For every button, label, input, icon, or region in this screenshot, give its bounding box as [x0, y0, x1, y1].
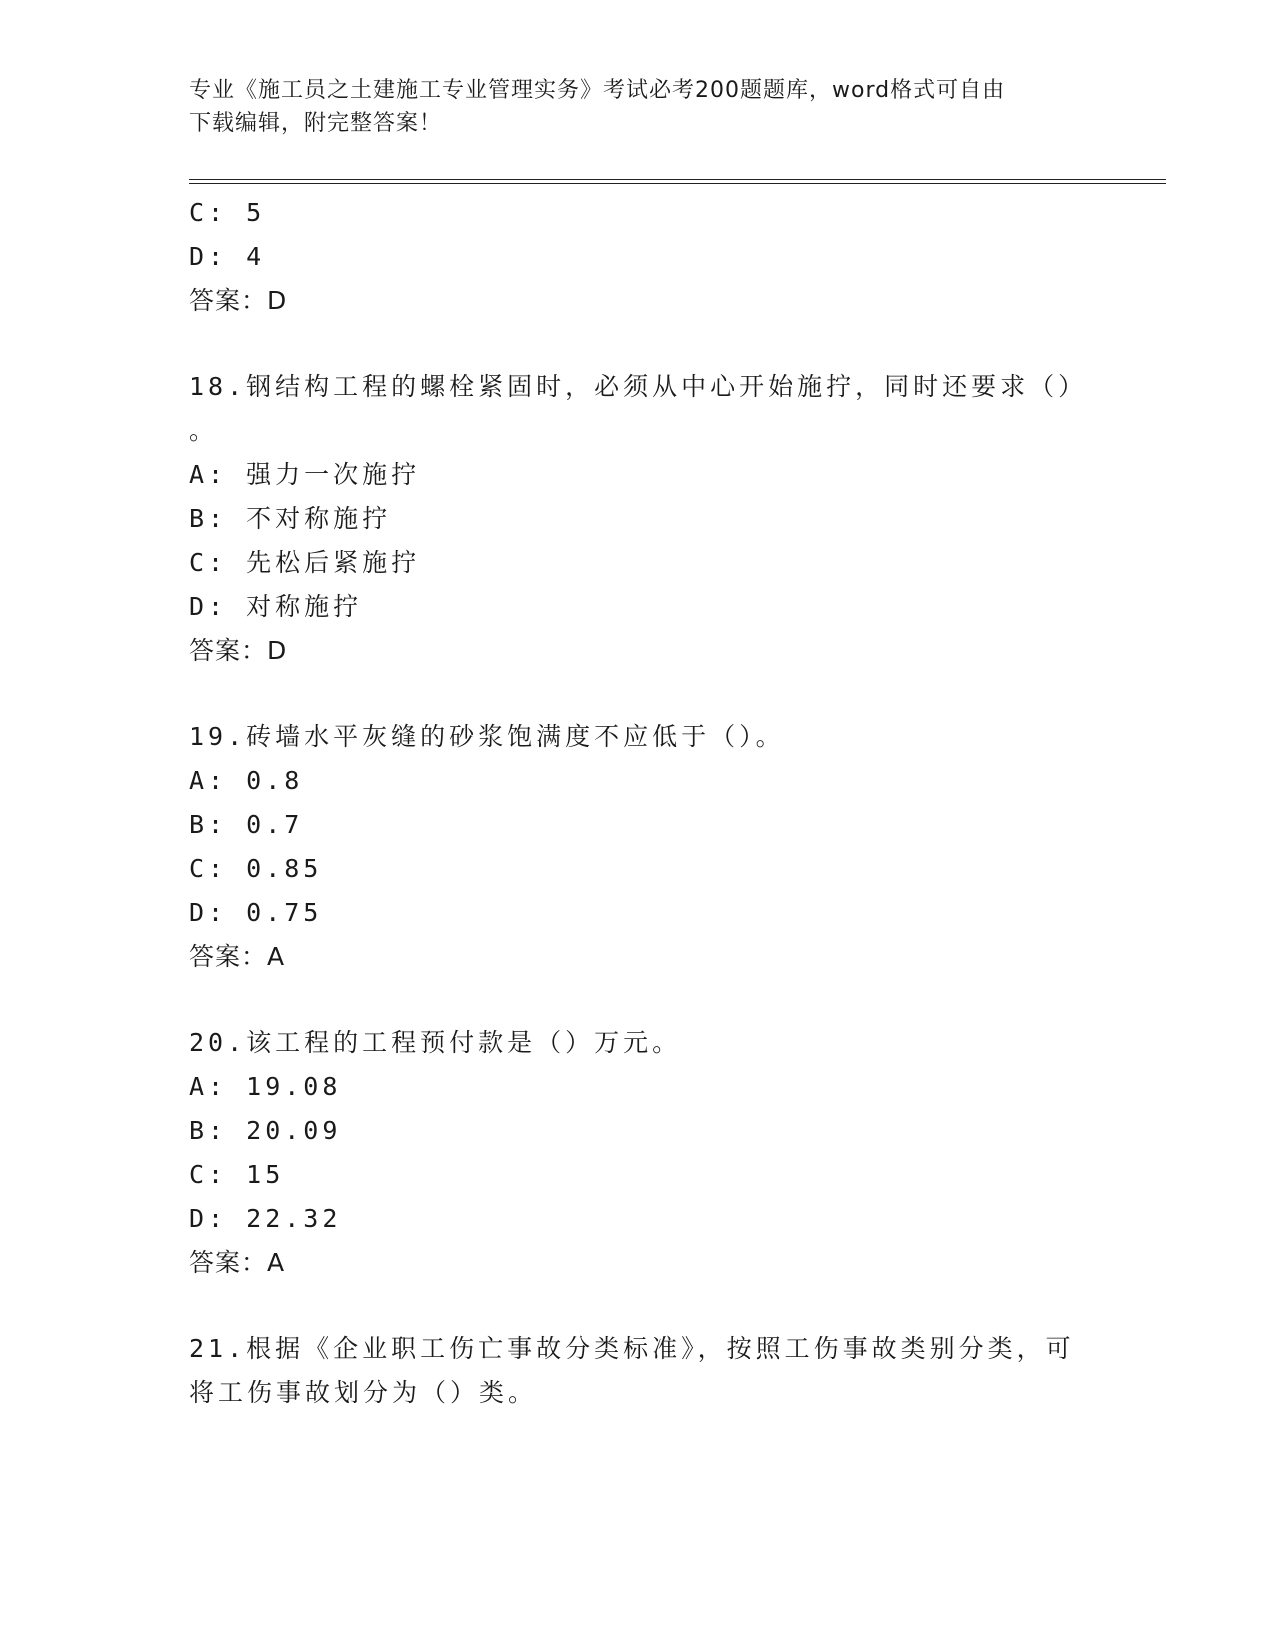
q21-stem: 21.根据《企业职工伤亡事故分类标准》，按照工伤事故类别分类，可: [189, 1334, 1075, 1363]
q19-option-b: B: 0.7: [189, 810, 304, 839]
q20-stem: 20.该工程的工程预付款是（）万元。: [189, 1028, 682, 1057]
q19-option-d: D: 0.75: [189, 898, 323, 927]
q18-stem-continued: 。: [189, 416, 219, 445]
q17-option-d: D: 4: [189, 242, 266, 271]
q17-answer: 答案：D: [189, 286, 288, 315]
q19-stem: 19.砖墙水平灰缝的砂浆饱满度不应低于（）。: [189, 722, 785, 751]
q20-option-d: D: 22.32: [189, 1204, 342, 1233]
header-line-1: 专业《施工员之土建施工专业管理实务》考试必考200题题库，word格式可自由: [189, 78, 1006, 103]
q18-option-c: C: 先松后紧施拧: [189, 548, 421, 577]
q20-option-c: C: 15: [189, 1160, 285, 1189]
q18-option-a: A: 强力一次施拧: [189, 460, 421, 489]
q20-option-b: B: 20.09: [189, 1116, 342, 1145]
q19-option-c: C: 0.85: [189, 854, 323, 883]
q18-option-b: B: 不对称施拧: [189, 504, 392, 533]
q18-stem: 18.钢结构工程的螺栓紧固时，必须从中心开始施拧，同时还要求（）: [189, 372, 1088, 401]
header-divider-top: [189, 179, 1166, 180]
q18-option-d: D: 对称施拧: [189, 592, 363, 621]
q20-answer: 答案：A: [189, 1248, 286, 1277]
q19-option-a: A: 0.8: [189, 766, 304, 795]
q21-stem-continued: 将工伤事故划分为（）类。: [189, 1378, 538, 1407]
q18-answer: 答案：D: [189, 636, 288, 665]
header-divider-bottom: [189, 183, 1166, 184]
q19-answer: 答案：A: [189, 942, 286, 971]
document-header: [189, 74, 1089, 140]
q20-option-a: A: 19.08: [189, 1072, 342, 1101]
header-line-2: 下载编辑，附完整答案！: [189, 111, 443, 136]
q17-option-c: C: 5: [189, 198, 266, 227]
